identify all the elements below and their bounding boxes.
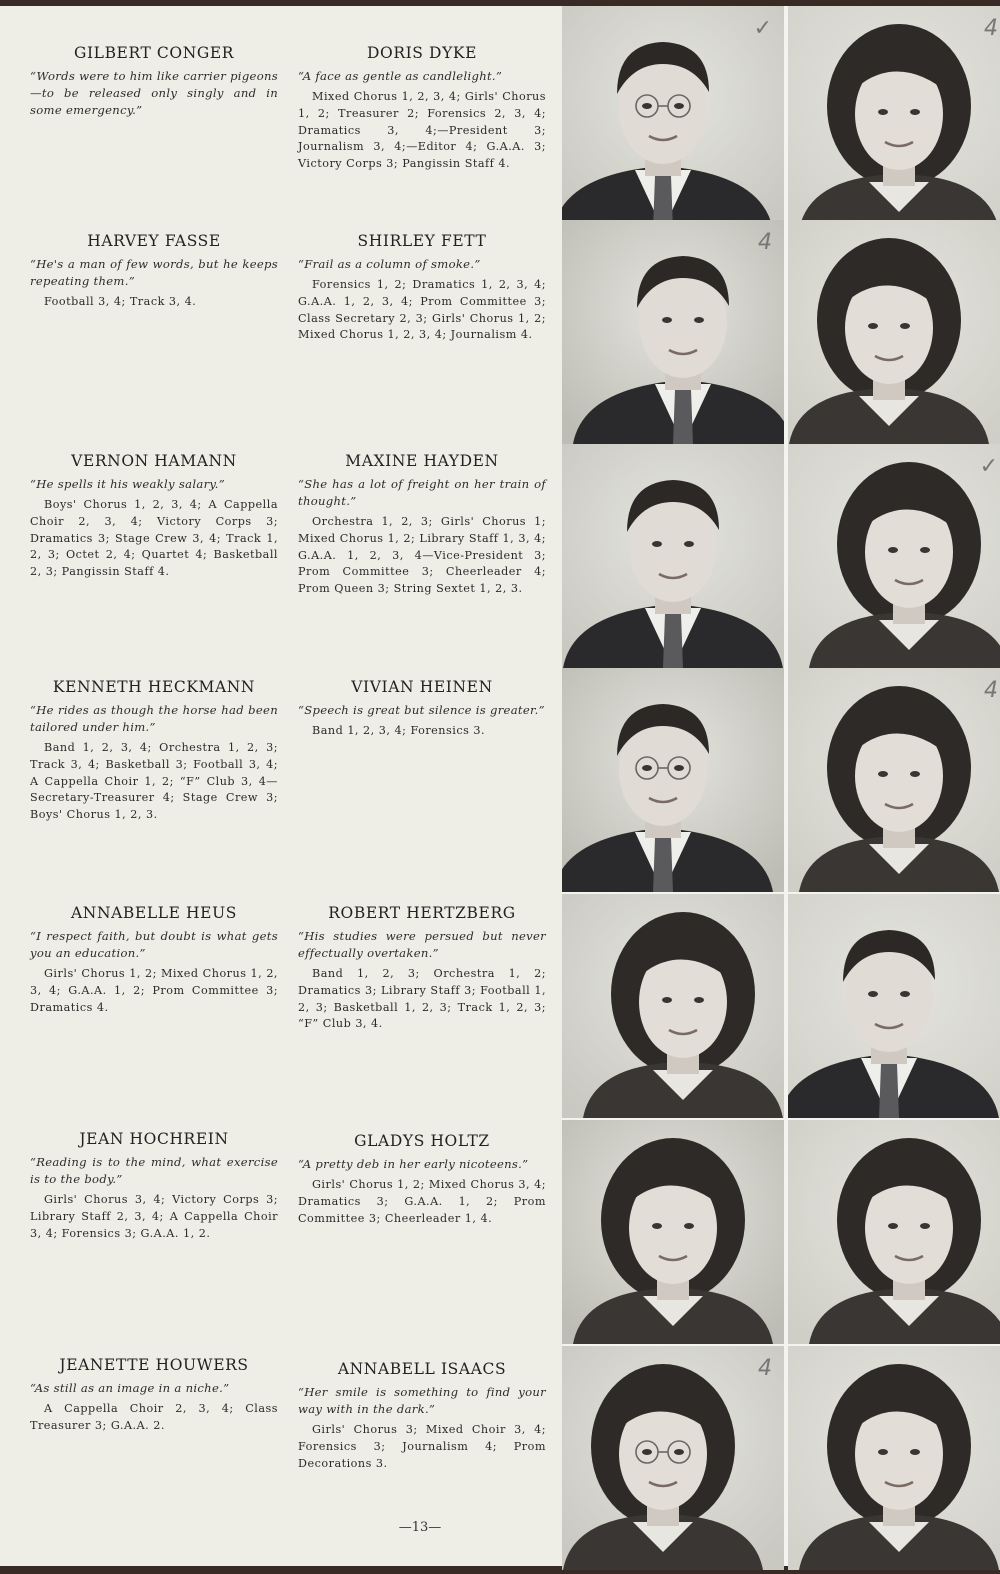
student-activities: Band 1, 2, 3, 4; Orchestra 1, 2, 3; Track 3, 4; Basketball 3; Football 3, 4; A Cappella Choir 1, 2; “F” Club 3, 4—Secretary-Treasurer 4; Stage Crew 3; Boys' Chorus 1, 2, 3. — [30, 741, 278, 822]
student-name: DORIS DYKE — [366, 44, 478, 62]
student-activities: Girls' Chorus 1, 2; Mixed Chorus 1, 2, 3, 4; G.A.A. 1, 2; Prom Committee 3; Dramatics 4. — [30, 967, 278, 1014]
student-name: JEAN HOCHREIN — [79, 1130, 229, 1148]
bio-jean-hochrein — [30, 1130, 278, 1242]
student-portrait — [562, 1346, 784, 1570]
student-activities: Band 1, 2, 3, 4; Forensics 3. — [312, 724, 486, 737]
student-name: GLADYS HOLTZ — [354, 1132, 490, 1150]
student-name: KENNETH HECKMANN — [52, 678, 256, 696]
bio-vernon-hamann — [30, 452, 278, 581]
student-name: ANNABELLE HEUS — [71, 904, 237, 922]
student-portrait — [562, 444, 784, 668]
student-portrait — [562, 1120, 784, 1344]
student-name: VERNON HAMANN — [71, 452, 237, 470]
student-quote: “He's a man of few words, but he keeps repeating them.” — [30, 257, 278, 288]
bio-robert-hertzberg — [298, 904, 546, 1033]
student-quote: “She has a lot of freight on her train of thought.” — [298, 477, 546, 508]
student-quote: “He spells it his weakly salary.” — [30, 477, 225, 491]
student-quote: “A pretty deb in her early nicoteens.” — [298, 1157, 529, 1171]
student-quote: “His studies were persued but never effectually overtaken.” — [298, 929, 546, 960]
pencil-mark: ✓ — [979, 454, 998, 479]
student-name: ANNABELL ISAACS — [337, 1360, 507, 1378]
pencil-mark: 4 — [758, 1356, 772, 1381]
student-quote: “A face as gentle as candlelight.” — [298, 69, 503, 83]
student-activities: Band 1, 2, 3; Orchestra 1, 2; Dramatics 3; Library Staff 3; Football 1, 2, 3; Basketball 1, 2, 3; Track 1, 2, 3; “F” Club 3, 4. — [298, 967, 546, 1031]
student-quote: “Speech is great but silence is greater.” — [298, 703, 545, 717]
student-name: MAXINE HAYDEN — [345, 452, 499, 470]
student-name: JEANETTE HOUWERS — [59, 1356, 249, 1374]
student-portrait — [562, 894, 784, 1118]
student-portrait — [788, 6, 1000, 230]
pencil-mark: 4 — [984, 16, 998, 41]
student-portrait — [562, 220, 784, 444]
student-name: ROBERT HERTZBERG — [328, 904, 516, 922]
student-quote: “Her smile is something to find your way with in the dark.” — [298, 1385, 546, 1416]
student-portrait — [788, 1120, 1000, 1344]
student-quote: “Frail as a column of smoke.” — [298, 257, 481, 271]
bio-vivian-heinen — [298, 678, 546, 740]
student-name: VIVIAN HEINEN — [351, 678, 493, 696]
student-portrait — [788, 668, 1000, 892]
student-activities: Boys' Chorus 1, 2, 3, 4; A Cappella Choir 2, 3, 4; Victory Corps 3; Dramatics 3; Stage Crew 3, 4; Track 1, 2, 3; Octet 2, 4; Quartet 4; Basketball 2, 3; Pangissin Staff 4. — [30, 498, 278, 579]
bio-annabell-isaacs — [298, 1360, 546, 1472]
student-activities: Football 3, 4; Track 3, 4. — [44, 295, 197, 308]
bio-harvey-fasse — [30, 232, 278, 311]
student-quote: “Reading is to the mind, what exercise is to the body.” — [30, 1155, 278, 1186]
student-quote: “As still as an image in a niche.” — [30, 1381, 230, 1395]
student-activities: Forensics 1, 2; Dramatics 1, 2, 3, 4; G.A.A. 1, 2, 3, 4; Prom Committee 3; Class Secretary 2, 3; Girls' Chorus 1, 2; Mixed Chorus 1, 2, 3, 4; Journalism 4. — [298, 278, 546, 342]
student-portrait — [788, 894, 1000, 1118]
page-number: —13— — [398, 1520, 442, 1535]
bio-annabelle-heus — [30, 904, 278, 1016]
student-portrait — [562, 6, 784, 230]
student-activities: Girls' Chorus 3; Mixed Choir 3, 4; Forensics 3; Journalism 4; Prom Decorations 3. — [298, 1423, 546, 1470]
bio-kenneth-heckmann — [30, 678, 278, 824]
student-name: SHIRLEY FETT — [357, 232, 487, 250]
student-name: GILBERT CONGER — [73, 44, 235, 62]
bio-gilbert-conger — [30, 44, 278, 123]
student-portrait — [788, 1346, 1000, 1570]
bio-jeanette-houwers — [30, 1356, 278, 1435]
pencil-mark: 4 — [984, 678, 998, 703]
student-portrait — [788, 444, 1000, 668]
student-quote: “I respect faith, but doubt is what gets you an education.” — [30, 929, 278, 960]
student-activities: Girls' Chorus 1, 2; Mixed Chorus 3, 4; Dramatics 3; G.A.A. 1, 2; Prom Committee 3; Cheerleader 1, 4. — [298, 1178, 546, 1225]
student-quote: “Words were to him like carrier pigeons—to be released only singly and in some emergency.” — [30, 69, 278, 117]
bio-doris-dyke — [298, 44, 546, 173]
student-portrait — [788, 220, 1000, 444]
student-portrait — [562, 668, 784, 892]
pencil-mark: ✓ — [753, 16, 772, 41]
bio-shirley-fett — [298, 232, 546, 344]
portrait-grid — [562, 6, 1000, 1566]
student-name: HARVEY FASSE — [87, 232, 221, 250]
student-activities: Girls' Chorus 3, 4; Victory Corps 3; Library Staff 2, 3, 4; A Cappella Choir 3, 4; Forensics 3; G.A.A. 1, 2. — [30, 1193, 278, 1240]
student-activities: Orchestra 1, 2, 3; Girls' Chorus 1; Mixed Chorus 1, 2; Library Staff 1, 3, 4; G.A.A. 1, 2, 3, 4—Vice-President 3; Prom Committee 3; Cheerleader 4; Prom Queen 3; String Sextet 1, 2, 3. — [298, 515, 546, 596]
bio-maxine-hayden — [298, 452, 546, 598]
student-activities: A Cappella Choir 2, 3, 4; Class Treasurer 3; G.A.A. 2. — [30, 1402, 278, 1432]
pencil-mark: 4 — [758, 230, 772, 255]
bio-gladys-holtz — [298, 1132, 546, 1227]
student-activities: Mixed Chorus 1, 2, 3, 4; Girls' Chorus 1, 2; Treasurer 2; Forensics 2, 3, 4; Dramatics 3, 4;—President 3; Journalism 3, 4;—Editor 4; G.A.A. 3; Victory Corps 3; Pangissin Staff 4. — [298, 90, 546, 171]
student-quote: “He rides as though the horse had been tailored under him.” — [30, 703, 278, 734]
